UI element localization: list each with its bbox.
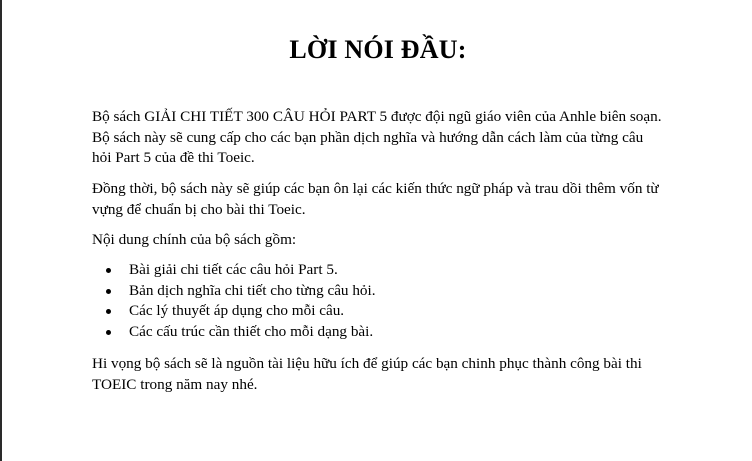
intro-paragraph <box>92 107 682 169</box>
review-paragraph <box>92 179 682 220</box>
contents-intro: Nội dung chính của bộ sách gồm: <box>92 231 297 248</box>
closing-paragraph <box>92 354 682 395</box>
list-item <box>92 301 376 322</box>
bullet-icon <box>106 309 111 314</box>
list-item <box>92 322 376 343</box>
list-item-text: Bản dịch nghĩa chi tiết cho từng câu hỏi. <box>129 281 376 299</box>
window-left-edge <box>0 0 2 461</box>
contents-list <box>92 260 376 342</box>
bullet-icon <box>106 268 111 273</box>
closing-line-2: TOEIC trong năm nay nhé. <box>92 375 258 393</box>
list-item-text: Bài giải chi tiết các câu hỏi Part 5. <box>129 261 338 278</box>
intro-line-1: Bộ sách GIẢI CHI TIẾT 300 CÂU HỎI PART 5 được đội ngũ giáo viên của Anhle biên soạn. <box>92 108 662 125</box>
closing-line-1: Hi vọng bộ sách sẽ là nguồn tài liệu hữu ích để giúp các bạn chinh phục thành công bài thi <box>92 355 642 372</box>
list-item-text: Các lý thuyết áp dụng cho mỗi câu. <box>129 302 345 319</box>
list-item <box>92 260 376 281</box>
bullet-icon <box>106 289 111 294</box>
list-item-text: Các cấu trúc cần thiết cho mỗi dạng bài. <box>129 322 374 340</box>
page-title: LỜI NÓI ĐẦU: <box>289 35 467 64</box>
bullet-icon <box>106 330 111 335</box>
review-line-1: Đồng thời, bộ sách này sẽ giúp các bạn ôn lại các kiến thức ngữ pháp và trau dồi thêm vốn từ <box>92 180 659 197</box>
list-item <box>92 281 376 302</box>
review-line-2: vựng để chuẩn bị cho bài thi Toeic. <box>92 200 306 218</box>
intro-line-2: Bộ sách này sẽ cung cấp cho các bạn phần dịch nghĩa và hướng dẫn cách làm của từng câu <box>92 128 644 146</box>
intro-line-3: hỏi Part 5 của đề thi Toeic. <box>92 149 255 166</box>
